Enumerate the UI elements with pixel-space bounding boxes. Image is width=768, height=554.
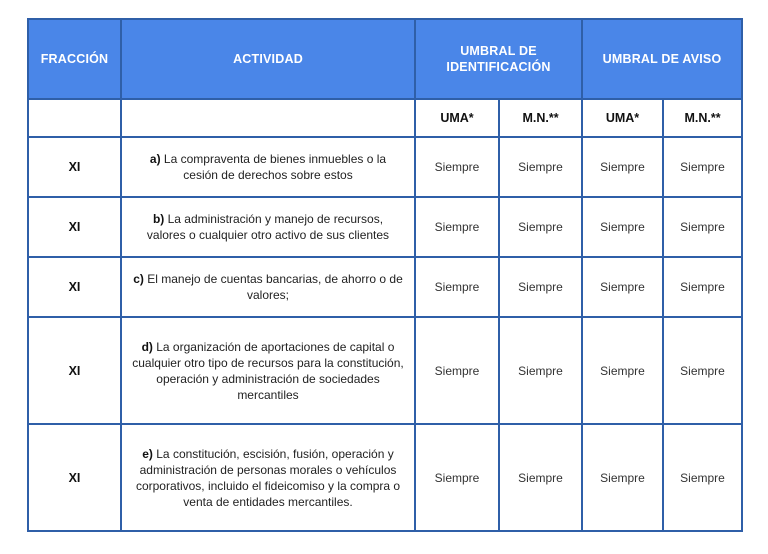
header-umbral-identificacion: UMBRAL DE IDENTIFICACIÓN	[415, 19, 582, 99]
header-umbral-aviso: UMBRAL DE AVISO	[582, 19, 742, 99]
fraccion-cell: XI	[28, 424, 121, 531]
subheader-uma-identificacion: UMA*	[415, 99, 499, 137]
table-row	[28, 317, 742, 424]
activity-letter: e)	[142, 446, 153, 461]
mn-aviso-cell: Siempre	[663, 197, 742, 257]
table-row	[28, 257, 742, 317]
activity-letter: b)	[152, 212, 165, 226]
thresholds-table-container	[27, 18, 743, 532]
uma-aviso-cell: Siempre	[582, 257, 663, 317]
subheader-mn-identificacion: M.N.**	[499, 99, 582, 137]
actividad-cell	[121, 197, 415, 257]
thresholds-table	[27, 18, 743, 532]
subheader-empty-actividad	[121, 99, 415, 137]
uma-identificacion-cell: Siempre	[415, 317, 499, 424]
subheader-empty-fraccion	[28, 99, 121, 137]
header-actividad: ACTIVIDAD	[121, 19, 415, 99]
mn-aviso-cell: Siempre	[663, 317, 742, 424]
mn-identificacion-cell: Siempre	[499, 137, 582, 197]
subheader-row	[28, 99, 742, 137]
activity-text: El manejo de cuentas bancarias, de ahorro o de valores;	[143, 272, 403, 302]
uma-aviso-cell: Siempre	[582, 197, 663, 257]
header-row	[28, 19, 742, 99]
fraccion-cell: XI	[28, 317, 121, 424]
uma-identificacion-cell: Siempre	[415, 137, 499, 197]
subheader-uma-aviso: UMA*	[582, 99, 663, 137]
activity-text: La compraventa de bienes inmuebles o la cesión de derechos sobre estos	[160, 152, 387, 182]
table-row	[28, 424, 742, 531]
uma-identificacion-cell: Siempre	[415, 197, 499, 257]
activity-letter: d)	[141, 339, 153, 354]
actividad-cell	[121, 317, 415, 424]
activity-letter: a)	[149, 152, 161, 166]
mn-aviso-cell: Siempre	[663, 257, 742, 317]
mn-aviso-cell: Siempre	[663, 137, 742, 197]
actividad-cell	[121, 257, 415, 317]
activity-text: La constitución, escisión, fusión, operación y administración de personas morales o vehículos corporativos, incluido el fideicomiso y la compra o venta de entidades mercantiles.	[135, 446, 401, 509]
table-row	[28, 197, 742, 257]
fraccion-cell: XI	[28, 197, 121, 257]
mn-identificacion-cell: Siempre	[499, 197, 582, 257]
mn-aviso-cell: Siempre	[663, 424, 742, 531]
table-row	[28, 137, 742, 197]
actividad-cell	[121, 424, 415, 531]
activity-letter: c)	[133, 272, 144, 286]
fraccion-cell: XI	[28, 257, 121, 317]
activity-text: La administración y manejo de recursos, valores o cualquier otro activo de sus clientes	[146, 212, 390, 242]
uma-aviso-cell: Siempre	[582, 424, 663, 531]
uma-identificacion-cell: Siempre	[415, 424, 499, 531]
mn-identificacion-cell: Siempre	[499, 317, 582, 424]
header-fraccion: FRACCIÓN	[28, 19, 121, 99]
mn-identificacion-cell: Siempre	[499, 424, 582, 531]
uma-identificacion-cell: Siempre	[415, 257, 499, 317]
activity-text: La organización de aportaciones de capital o cualquier otro tipo de recursos para la constitución, operación y administración de sociedades mercantiles	[132, 339, 404, 402]
uma-aviso-cell: Siempre	[582, 317, 663, 424]
actividad-cell	[121, 137, 415, 197]
subheader-mn-aviso: M.N.**	[663, 99, 742, 137]
fraccion-cell: XI	[28, 137, 121, 197]
uma-aviso-cell: Siempre	[582, 137, 663, 197]
mn-identificacion-cell: Siempre	[499, 257, 582, 317]
